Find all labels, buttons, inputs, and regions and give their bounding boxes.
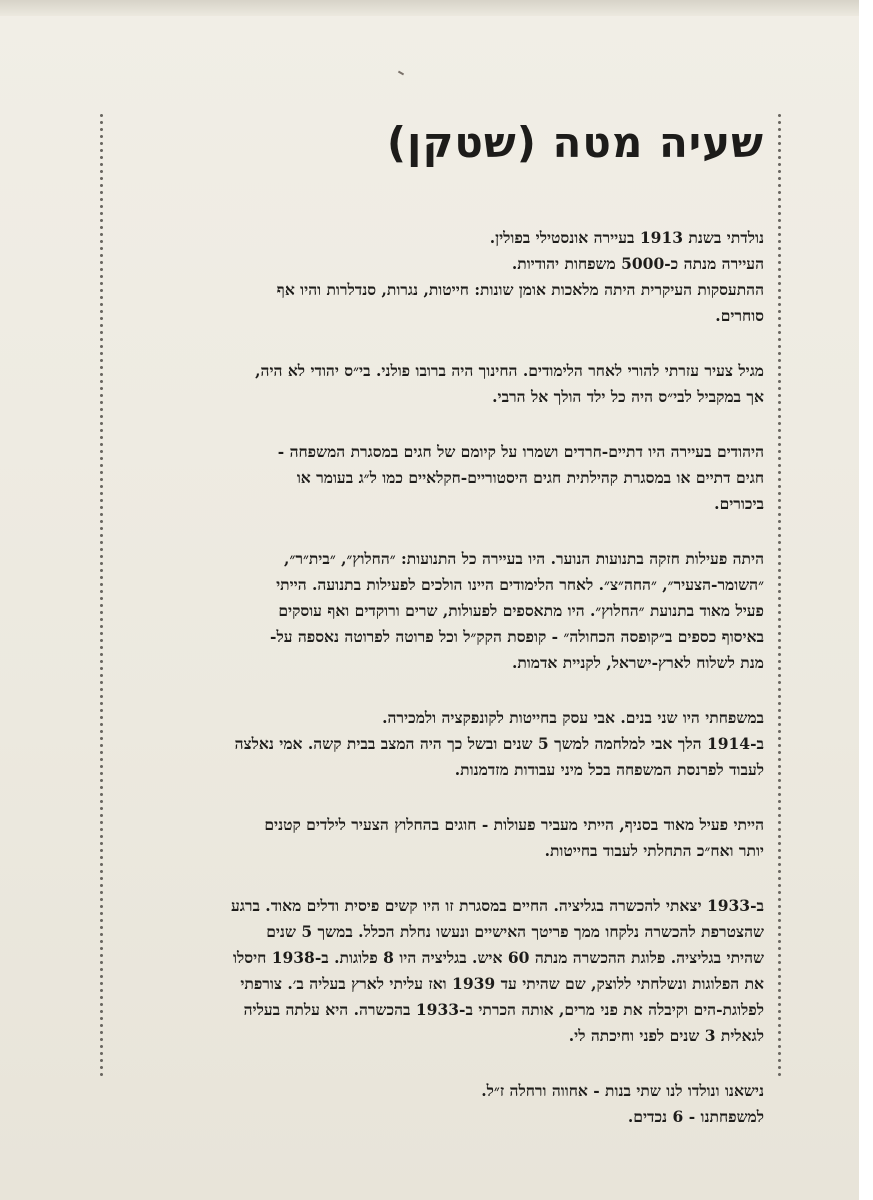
decorative-border-right — [776, 112, 783, 1080]
text-line: לעבוד לפרנסת המשפחה בכל מיני עבודות מזדמנות. — [454, 760, 764, 779]
text-line: את הפלוגות ונשלחתי ללוצק, שם שהיתי עד 1939 ואז עליתי לארץ בעליה ב׳. צורפתי — [240, 974, 764, 993]
paragraph-childhood — [124, 358, 764, 410]
text-line: נולדתי בשנת 1913 בעיירה אונסטילי בפולין. — [489, 228, 764, 247]
text-line: סוחרים. — [715, 306, 764, 325]
text-line: מנת לשלוח לארץ-ישראל, לקניית אדמות. — [511, 653, 764, 672]
text-line: במשפחתי היו שני בנים. אבי עסק בחייטות לקונפקציה ולמכירה. — [382, 708, 764, 727]
paragraph-birth — [124, 225, 764, 329]
text-line: היתה פעילות חזקה בתנועות הנוער. היו בעיירה כל התנועות: ״החלוץ״, ״בית״ר״, — [284, 549, 764, 568]
text-line: אך במקביל לבי״ס היה כל ילד הולך אל הרבי. — [492, 387, 764, 406]
paragraph-family — [124, 705, 764, 783]
page-title: שעיה מטה (שטקן) — [386, 118, 764, 167]
paragraph-branch-activity — [124, 812, 764, 864]
text-line: ביכורים. — [714, 494, 764, 513]
text-line: ״השומר-הצעיר״, ״החה״צ״. לאחר הלימודים היינו הולכים לפעילות בתנועה. הייתי — [276, 575, 764, 594]
text-line: חגים דתיים או במסגרת קהילתית חגים היסטוריים-חקלאיים כמו ל״ג בעומר או — [296, 468, 764, 487]
text-line: לגאלית 3 שנים לפני וחיכתה לי. — [568, 1026, 764, 1045]
text-line: מגיל צעיר עזרתי להורי לאחר הלימודים. החינוך היה ברובו פולני. בי״ס יהודי לא היה, — [255, 361, 764, 380]
document-content — [124, 118, 764, 1159]
text-line: שהצטרפת להכשרה נלקחו ממך פריטך האישיים ונעשו נחלת הכלל. במשך 5 שנים — [266, 922, 764, 941]
text-line: יותר ואח״כ התחלתי לעבוד בחייטות. — [544, 841, 764, 860]
text-line: פעיל מאוד בתנועת ״החלוץ״. היו מתאספים לפעולות, שרים ורוקדים ואף עוסקים — [278, 601, 764, 620]
decorative-border-left — [98, 112, 105, 1080]
text-line: למשפחתנו - 6 נכדים. — [627, 1107, 764, 1126]
text-line: נישאנו ונולדו לנו שתי בנות - אחווה ורחלה ז״ל. — [481, 1081, 764, 1100]
text-line: היהודים בעיירה היו דתיים-חרדים ושמרו על קיומם של חגים במסגרת המשפחה - — [277, 442, 764, 461]
text-line: ב-1914 הלך אבי למלחמה למשך 5 שנים ובשל כך היה המצב בבית קשה. אמי נאלצה — [234, 734, 764, 753]
paragraph-training — [124, 893, 764, 1049]
text-line: באיסוף כספים ב״קופסה הכחולה״ - קופסת הקק״ל וכל פרוטה לפרוטה נאספה על- — [270, 627, 764, 646]
paper-speck — [398, 71, 404, 76]
text-line: ב-1933 יצאתי להכשרה בגליציה. החיים במסגרת זו היו קשים פיסית ודלים מאוד. ברגע — [230, 896, 764, 915]
paragraph-youth-movements — [124, 546, 764, 676]
paragraph-traditions — [124, 439, 764, 517]
paragraph-marriage — [124, 1078, 764, 1130]
text-line: הייתי פעיל מאוד בסניף, הייתי מעביר פעולות - חוגים בהחלוץ הצעיר לילדים קטנים — [264, 815, 764, 834]
scan-top-edge — [0, 0, 873, 16]
text-line: העיירה מנתה כ-5000 משפחות יהודיות. — [511, 254, 764, 273]
scan-right-edge — [859, 0, 873, 1200]
text-line: ההתעסקות העיקרית היתה מלאכות אומן שונות: חייטות, נגרות, סנדלרות והיו אף — [276, 280, 764, 299]
text-line: שהיתי בגליציה. פלוגת ההכשרה מנתה 60 איש. בגליציה היו 8 פלוגות. ב-1938 חיסלו — [233, 948, 764, 967]
text-line: לפלוגת-הים וקיבלה את פני מרים, אותה הכרתי ב-1933 בהכשרה. היא עלתה בעליה — [243, 1000, 764, 1019]
